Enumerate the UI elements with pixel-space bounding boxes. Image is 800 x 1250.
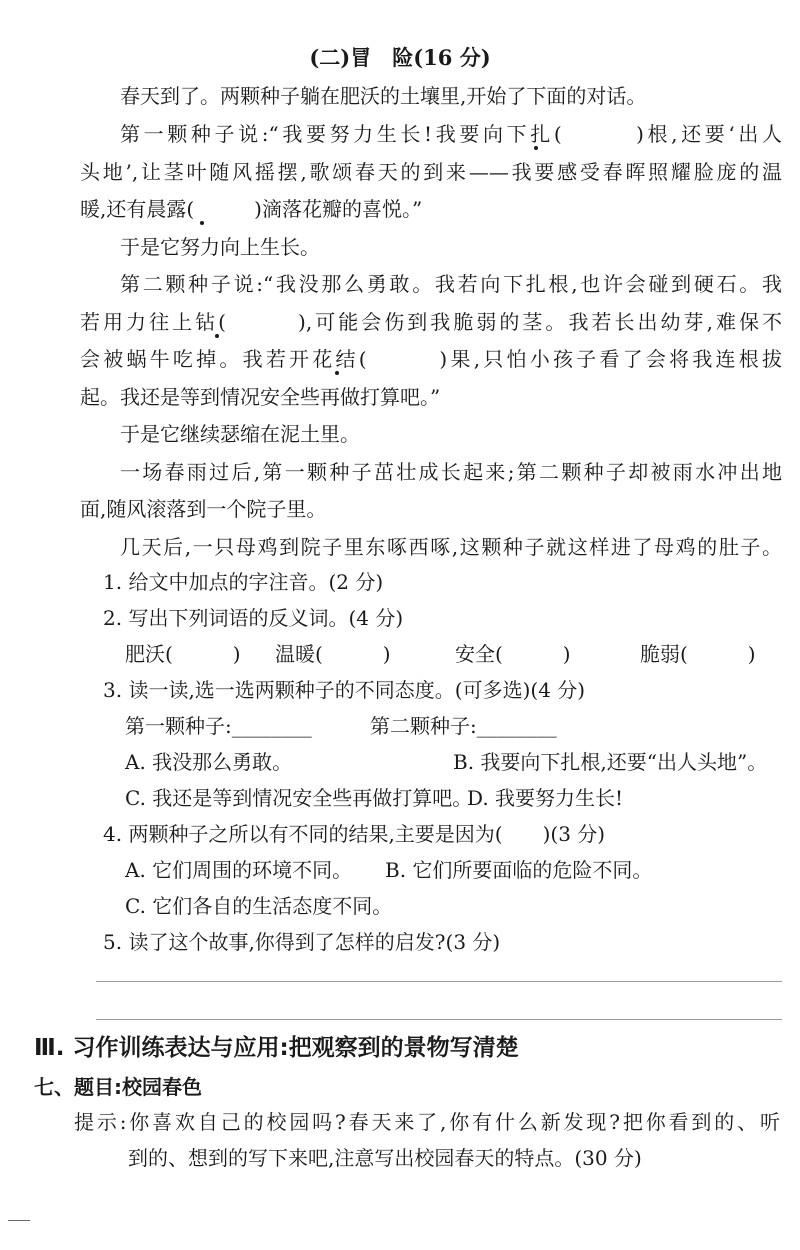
passage-line-2: 第一颗种子说:“我要努力生长!我要向下扎( )根,还要‘出人 xyxy=(120,122,782,146)
antonym-item-4: 脆弱( ) xyxy=(640,642,756,666)
page-edge-mark xyxy=(8,1220,30,1221)
passage-line-4: 暖,还有晨露( )滴落花瓣的喜悦。” xyxy=(80,197,423,221)
essay-title: 七、题目:校园春色 xyxy=(34,1075,202,1099)
passage-line-9: 起。我还是等到情况安全些再做打算吧。” xyxy=(80,385,441,409)
emphasis-dot-lu xyxy=(200,221,204,225)
q4-option-c: C. 它们各自的生活态度不同。 xyxy=(125,894,393,918)
passage-line-3: 头地’,让茎叶随风摇摆,歌颂春天的到来——我要感受春晖照耀脸庞的温 xyxy=(80,160,782,184)
question-4: 4. 两颗种子之所以有不同的结果,主要是因为( )(3 分) xyxy=(103,822,606,846)
answer-line-2 xyxy=(96,1019,782,1020)
option-c: C. 我还是等到情况安全些再做打算吧。 xyxy=(125,786,473,810)
section-heading: Ⅲ. 习作训练表达与应用:把观察到的景物写清楚 xyxy=(34,1035,519,1061)
essay-hint-line-1: 提示:你喜欢自己的校园吗?春天来了,你有什么新发现?把你看到的、听 xyxy=(74,1110,780,1134)
antonym-item-3: 安全( ) xyxy=(455,642,571,666)
second-seed-answer: 第二颗种子:________ xyxy=(370,714,557,738)
option-d: D. 我要努力生长! xyxy=(467,786,624,810)
question-2: 2. 写出下列词语的反义词。(4 分) xyxy=(103,606,404,630)
emphasis-dot-zha xyxy=(534,146,538,150)
first-seed-answer: 第一颗种子:________ xyxy=(125,714,312,738)
emphasis-dot-zuan xyxy=(215,334,219,338)
passage-line-8: 会被蜗牛吃掉。我若开花结( )果,只怕小孩子看了会将我连根拔 xyxy=(80,347,782,371)
q4-option-b: B. 它们所要面临的危险不同。 xyxy=(385,858,653,882)
option-b: B. 我要向下扎根,还要“出人头地”。 xyxy=(453,750,768,774)
question-5: 5. 读了这个故事,你得到了怎样的启发?(3 分) xyxy=(103,930,501,954)
passage-line-12: 面,随风滚落到一个院子里。 xyxy=(80,497,327,521)
emphasis-dot-jie xyxy=(335,371,339,375)
passage-line-6: 第二颗种子说:“我没那么勇敢。我若向下扎根,也许会碰到硬石。我 xyxy=(120,272,782,296)
option-a: A. 我没那么勇敢。 xyxy=(125,750,293,774)
passage-line-1: 春天到了。两颗种子躺在肥沃的土壤里,开始了下面的对话。 xyxy=(120,84,647,108)
essay-hint-line-2: 到的、想到的写下来吧,注意写出校园春天的特点。(30 分) xyxy=(128,1146,642,1170)
passage-line-13: 几天后,一只母鸡到院子里东啄西啄,这颗种子就这样进了母鸡的肚子。 xyxy=(120,535,782,559)
question-3: 3. 读一读,选一选两颗种子的不同态度。(可多选)(4 分) xyxy=(103,678,586,702)
q4-option-a: A. 它们周围的环境不同。 xyxy=(125,858,353,882)
passage-line-11: 一场春雨过后,第一颗种子茁壮成长起来;第二颗种子却被雨水冲出地 xyxy=(120,460,782,484)
passage-line-5: 于是它努力向上生长。 xyxy=(120,235,320,259)
answer-line-1 xyxy=(96,981,782,982)
passage-line-10: 于是它继续瑟缩在泥土里。 xyxy=(120,422,360,446)
antonym-item-2: 温暖( ) xyxy=(275,642,391,666)
passage-line-7: 若用力往上钻( ),可能会伤到我脆弱的茎。我若长出幼芽,难保不 xyxy=(80,310,782,334)
section-title: (二)冒 险(16 分) xyxy=(309,45,491,70)
antonym-item-1: 肥沃( ) xyxy=(125,642,241,666)
question-1: 1. 给文中加点的字注音。(2 分) xyxy=(103,570,384,594)
